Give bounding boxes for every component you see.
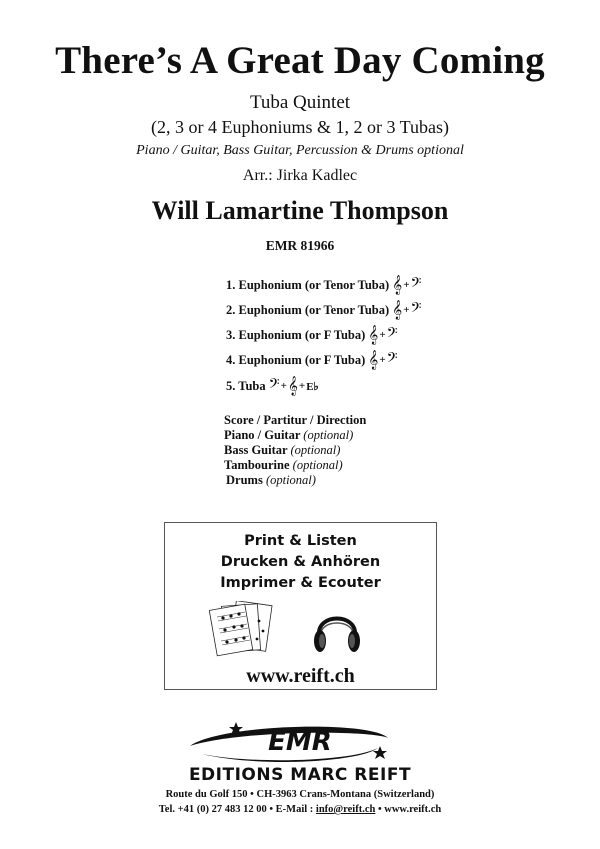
extra-note: (optional) xyxy=(290,443,341,457)
treble-clef-icon: 𝄞 xyxy=(368,324,379,345)
promo-line-de: Drucken & Anhören xyxy=(220,554,381,570)
extra-item xyxy=(224,413,366,428)
part-label: 4. Euphonium (or F Tuba) xyxy=(226,352,366,367)
part-label: 3. Euphonium (or F Tuba) xyxy=(226,327,366,342)
extra-note: (optional) xyxy=(303,428,354,442)
publisher-name: EDITIONS MARC REIFT xyxy=(188,765,412,785)
print-listen-box xyxy=(164,522,437,690)
catalog-number: EMR 81966 xyxy=(265,238,335,253)
headphones-icon xyxy=(311,601,363,657)
bass-clef-icon: 𝄢 xyxy=(268,375,280,396)
treble-clef-icon: 𝄞 xyxy=(287,375,298,396)
bass-clef-icon: 𝄢 xyxy=(410,299,422,320)
page-title: There’s A Great Day Coming xyxy=(55,39,545,82)
extra-label: Bass Guitar xyxy=(224,443,288,457)
extra-label: Score / Partitur / Direction xyxy=(224,413,367,427)
treble-clef-icon: 𝄞 xyxy=(392,274,403,295)
bass-clef-icon: 𝄢 xyxy=(410,274,422,295)
ensemble-subtitle: Tuba Quintet xyxy=(249,92,351,113)
sheet-music-icon xyxy=(209,601,275,657)
email-link[interactable]: info@reift.ch xyxy=(315,804,376,815)
composer: Will Lamartine Thompson xyxy=(151,196,449,225)
treble-clef-icon: 𝄞 xyxy=(392,299,403,320)
extra-label: Tambourine xyxy=(224,458,290,472)
promo-line-en: Print & Listen xyxy=(244,533,357,549)
part-label: 5. Tuba xyxy=(226,378,266,393)
part-label: 1. Euphonium (or Tenor Tuba) xyxy=(226,277,390,292)
website-link[interactable]: www.reift.ch xyxy=(246,665,355,687)
extra-label: Drums xyxy=(226,473,263,487)
extra-note: (optional) xyxy=(292,458,343,472)
publisher-address: Route du Golf 150 • CH-3963 Crans-Montana (Switzerland) xyxy=(165,789,435,800)
bass-clef-icon: 𝄢 xyxy=(386,349,398,370)
treble-clef-icon: 𝄞 xyxy=(368,349,379,370)
extra-item xyxy=(224,428,353,443)
extra-item xyxy=(224,458,343,473)
part-item: 1. Euphonium (or Tenor Tuba) 𝄞 + 𝄢 xyxy=(226,274,422,295)
extra-note: (optional) xyxy=(265,473,316,487)
extra-label: Piano / Guitar xyxy=(224,428,301,442)
publisher-contact: Tel. +41 (0) 27 483 12 00 • E-Mail : info@reift.ch • www.reift.ch xyxy=(158,804,442,815)
emr-logo-text: EMR xyxy=(268,727,332,757)
part-item: 3. Euphonium (or F Tuba) 𝄞 + 𝄢 xyxy=(226,324,398,345)
arranger: Arr.: Jirka Kadlec xyxy=(242,167,358,184)
part-key: E♭ xyxy=(306,380,319,393)
instrumentation: (2, 3 or 4 Euphoniums & 1, 2 or 3 Tubas) xyxy=(150,117,449,137)
part-item: 2. Euphonium (or Tenor Tuba) 𝄞 + 𝄢 xyxy=(226,299,422,320)
part-label: 2. Euphonium (or Tenor Tuba) xyxy=(226,302,390,317)
extra-item xyxy=(224,443,340,458)
optional-instruments: Piano / Guitar, Bass Guitar, Percussion & Drums optional xyxy=(136,143,464,158)
extra-item xyxy=(226,473,316,488)
bass-clef-icon: 𝄢 xyxy=(386,324,398,345)
promo-line-fr: Imprimer & Ecouter xyxy=(220,575,381,591)
part-item: 4. Euphonium (or F Tuba) 𝄞 + 𝄢 xyxy=(226,349,398,370)
emr-logo xyxy=(150,716,450,788)
part-item: 5. Tuba 𝄢 + 𝄞 + E♭ xyxy=(226,375,319,396)
